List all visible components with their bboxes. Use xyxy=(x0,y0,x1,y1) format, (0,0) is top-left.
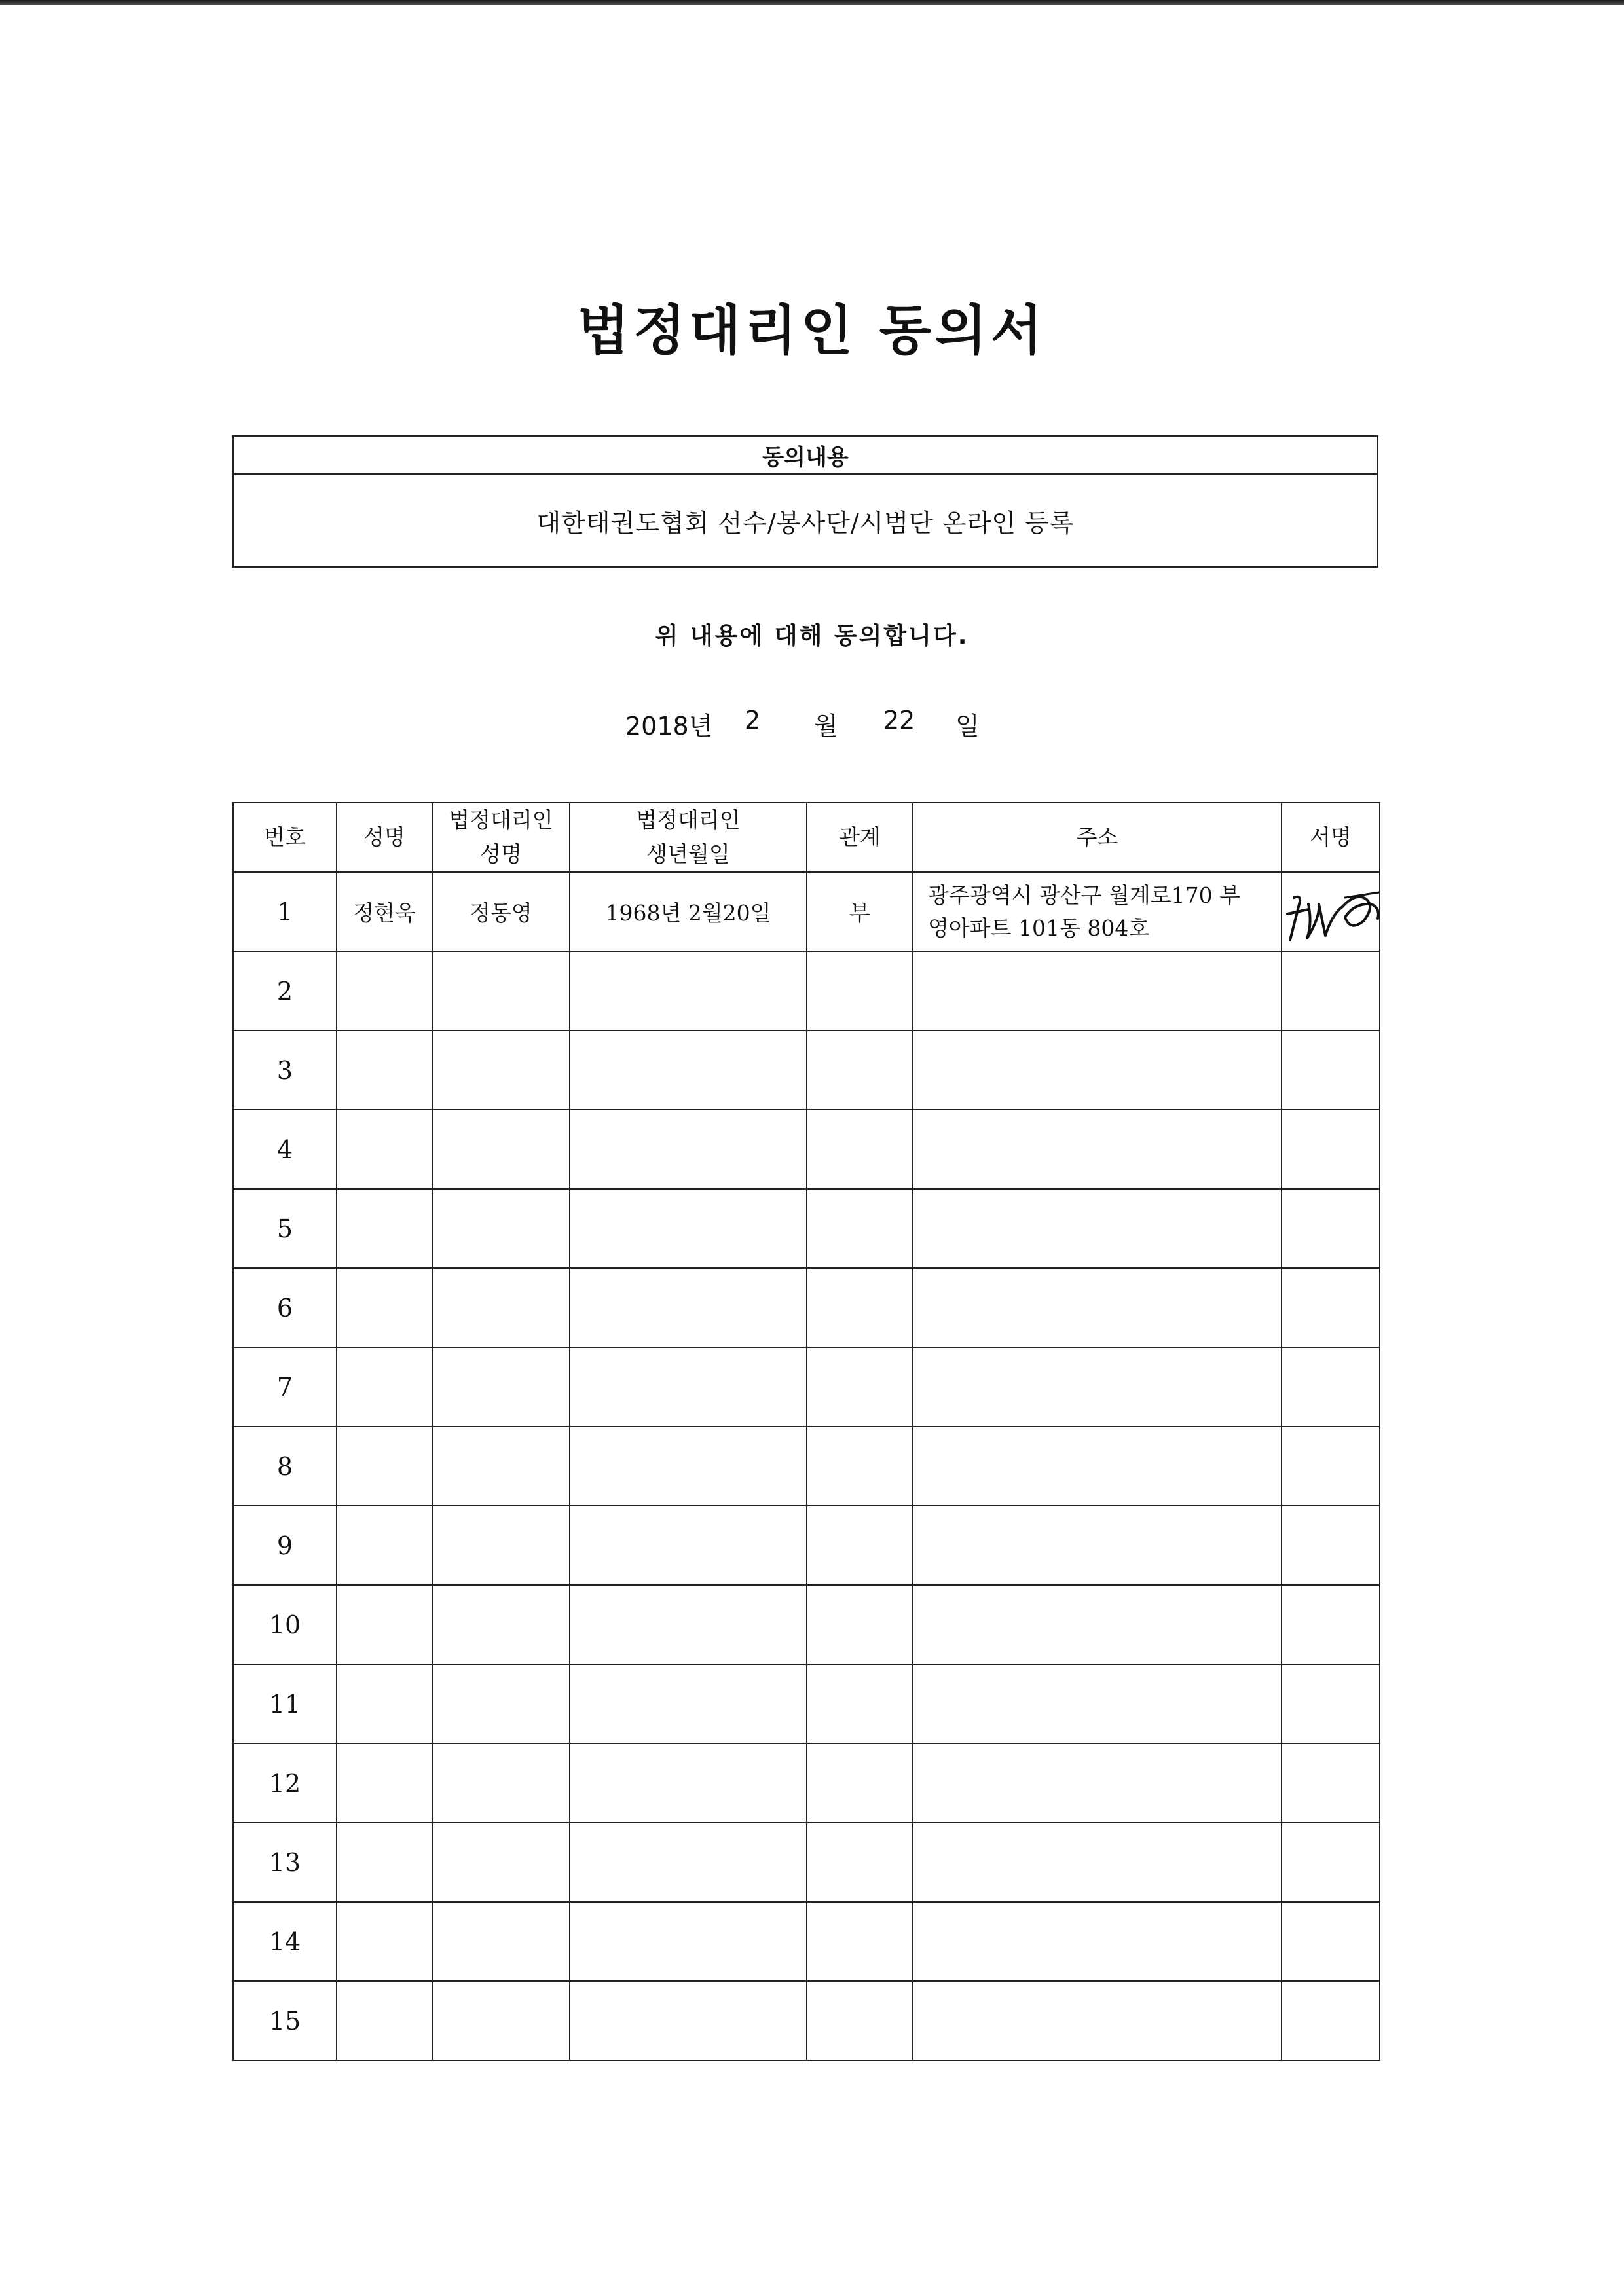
header-address: 주소 xyxy=(913,803,1282,872)
date-month-label: 월 xyxy=(814,712,838,740)
row-signature xyxy=(1282,1427,1380,1506)
row-name xyxy=(337,1823,432,1902)
row-address xyxy=(913,1981,1282,2060)
row-name xyxy=(337,1585,432,1664)
row-relation: 부 xyxy=(807,872,913,951)
row-relation xyxy=(807,1427,913,1506)
row-address xyxy=(913,951,1282,1030)
row-number: 8 xyxy=(233,1427,337,1506)
row-name xyxy=(337,1268,432,1347)
row-number: 14 xyxy=(233,1902,337,1981)
row-number: 13 xyxy=(233,1823,337,1902)
row-address xyxy=(913,1743,1282,1823)
table-row xyxy=(233,1585,1380,1664)
row-guardian-name xyxy=(432,1823,570,1902)
header-signature: 서명 xyxy=(1282,803,1380,872)
handwritten-signature xyxy=(1282,878,1387,947)
table-row xyxy=(233,1902,1380,1981)
row-number: 10 xyxy=(233,1585,337,1664)
row-relation xyxy=(807,1110,913,1189)
row-signature xyxy=(1282,1664,1380,1743)
row-relation xyxy=(807,951,913,1030)
row-address xyxy=(913,1427,1282,1506)
header-guardian-name xyxy=(432,803,570,872)
row-number: 9 xyxy=(233,1506,337,1585)
row-name xyxy=(337,1030,432,1110)
row-guardian-birth xyxy=(570,1743,807,1823)
table-row xyxy=(233,1189,1380,1268)
row-signature xyxy=(1282,1902,1380,1981)
agreement-statement: 위 내용에 대해 동의합니다. xyxy=(655,623,969,649)
date-day-label: 일 xyxy=(955,712,980,740)
row-address xyxy=(913,1585,1282,1664)
row-guardian-birth xyxy=(570,1823,807,1902)
row-guardian-birth xyxy=(570,1347,807,1427)
row-guardian-name xyxy=(432,1189,570,1268)
row-guardian-name xyxy=(432,1981,570,2060)
row-address-line1: 광주광역시 광산구 월계로170 부 xyxy=(928,882,1240,908)
row-relation xyxy=(807,1981,913,2060)
row-guardian-name: 정동영 xyxy=(432,872,570,951)
row-address xyxy=(913,1347,1282,1427)
row-number: 12 xyxy=(233,1743,337,1823)
header-guardian-name-line1: 법정대리인 xyxy=(449,807,553,833)
table-row xyxy=(233,1823,1380,1902)
row-name xyxy=(337,1902,432,1981)
row-signature xyxy=(1282,951,1380,1030)
row-guardian-name xyxy=(432,1664,570,1743)
row-name: 정현욱 xyxy=(337,872,432,951)
row-address xyxy=(913,1189,1282,1268)
table-row xyxy=(233,1743,1380,1823)
row-relation xyxy=(807,1902,913,1981)
row-guardian-birth xyxy=(570,1585,807,1664)
row-address xyxy=(913,1902,1282,1981)
row-signature xyxy=(1282,1347,1380,1427)
row-guardian-birth xyxy=(570,1664,807,1743)
table-row xyxy=(233,1268,1380,1347)
table-row xyxy=(233,1664,1380,1743)
row-guardian-birth xyxy=(570,1110,807,1189)
row-name xyxy=(337,1189,432,1268)
row-number: 15 xyxy=(233,1981,337,2060)
row-address xyxy=(913,1664,1282,1743)
row-guardian-birth xyxy=(570,1189,807,1268)
row-signature xyxy=(1282,1030,1380,1110)
row-address xyxy=(913,1110,1282,1189)
row-relation xyxy=(807,1823,913,1902)
row-guardian-birth xyxy=(570,1427,807,1506)
row-relation xyxy=(807,1664,913,1743)
row-signature xyxy=(1282,1981,1380,2060)
header-guardian-birth-line1: 법정대리인 xyxy=(636,807,741,833)
row-number: 2 xyxy=(233,951,337,1030)
row-guardian-name xyxy=(432,1743,570,1823)
row-name xyxy=(337,1743,432,1823)
row-signature xyxy=(1282,1110,1380,1189)
row-address xyxy=(913,1506,1282,1585)
table-row xyxy=(233,1427,1380,1506)
row-guardian-name xyxy=(432,1268,570,1347)
header-name: 성명 xyxy=(337,803,432,872)
header-guardian-birth xyxy=(570,803,807,872)
row-guardian-name xyxy=(432,1902,570,1981)
row-guardian-birth xyxy=(570,1030,807,1110)
row-address xyxy=(913,1030,1282,1110)
row-relation xyxy=(807,1030,913,1110)
row-guardian-birth xyxy=(570,951,807,1030)
row-number: 4 xyxy=(233,1110,337,1189)
table-row xyxy=(233,1506,1380,1585)
scan-top-edge xyxy=(0,0,1624,5)
consent-content-text: 대한태권도협회 선수/봉사단/시범단 온라인 등록 xyxy=(536,508,1075,538)
row-number: 1 xyxy=(233,872,337,951)
document-title: 법정대리인 동의서 xyxy=(577,299,1047,362)
row-guardian-name xyxy=(432,1427,570,1506)
row-address xyxy=(913,1268,1282,1347)
row-relation xyxy=(807,1585,913,1664)
row-signature xyxy=(1282,1506,1380,1585)
row-relation xyxy=(807,1268,913,1347)
row-number: 6 xyxy=(233,1268,337,1347)
guardian-table xyxy=(232,802,1380,2061)
row-name xyxy=(337,1506,432,1585)
consent-content-box xyxy=(232,435,1378,568)
date-month: 2 xyxy=(745,706,761,735)
row-number: 11 xyxy=(233,1664,337,1743)
row-name xyxy=(337,1347,432,1427)
row-guardian-name xyxy=(432,1585,570,1664)
row-guardian-birth xyxy=(570,1981,807,2060)
row-guardian-birth xyxy=(570,1268,807,1347)
table-row xyxy=(233,1347,1380,1427)
row-guardian-name xyxy=(432,1030,570,1110)
row-name xyxy=(337,1110,432,1189)
row-signature xyxy=(1282,1268,1380,1347)
row-number: 7 xyxy=(233,1347,337,1427)
row-name xyxy=(337,1981,432,2060)
row-signature xyxy=(1282,1823,1380,1902)
row-guardian-name xyxy=(432,951,570,1030)
row-relation xyxy=(807,1189,913,1268)
row-address xyxy=(913,1823,1282,1902)
row-signature xyxy=(1282,872,1380,951)
row-guardian-name xyxy=(432,1506,570,1585)
date-day: 22 xyxy=(883,706,915,735)
row-signature xyxy=(1282,1585,1380,1664)
row-signature xyxy=(1282,1743,1380,1823)
row-guardian-birth: 1968년 2월20일 xyxy=(570,872,807,951)
table-row xyxy=(233,872,1380,951)
table-row xyxy=(233,1030,1380,1110)
table-row xyxy=(233,1110,1380,1189)
row-address-line2: 영아파트 101동 804호 xyxy=(928,915,1150,941)
table-row xyxy=(233,951,1380,1030)
date-year: 2018년 xyxy=(625,712,713,740)
row-guardian-name xyxy=(432,1347,570,1427)
table-header-row xyxy=(233,803,1380,872)
header-number: 번호 xyxy=(233,803,337,872)
row-name xyxy=(337,951,432,1030)
row-relation xyxy=(807,1347,913,1427)
row-number: 5 xyxy=(233,1189,337,1268)
table-row xyxy=(233,1981,1380,2060)
row-guardian-birth xyxy=(570,1506,807,1585)
row-address xyxy=(913,872,1282,951)
header-relation: 관계 xyxy=(807,803,913,872)
row-number: 3 xyxy=(233,1030,337,1110)
header-guardian-birth-line2: 생년월일 xyxy=(646,841,730,867)
row-relation xyxy=(807,1743,913,1823)
consent-content-header: 동의내용 xyxy=(234,437,1377,475)
row-guardian-birth xyxy=(570,1902,807,1981)
row-name xyxy=(337,1664,432,1743)
row-relation xyxy=(807,1506,913,1585)
row-guardian-name xyxy=(432,1110,570,1189)
row-name xyxy=(337,1427,432,1506)
row-signature xyxy=(1282,1189,1380,1268)
header-guardian-name-line2: 성명 xyxy=(480,841,522,867)
